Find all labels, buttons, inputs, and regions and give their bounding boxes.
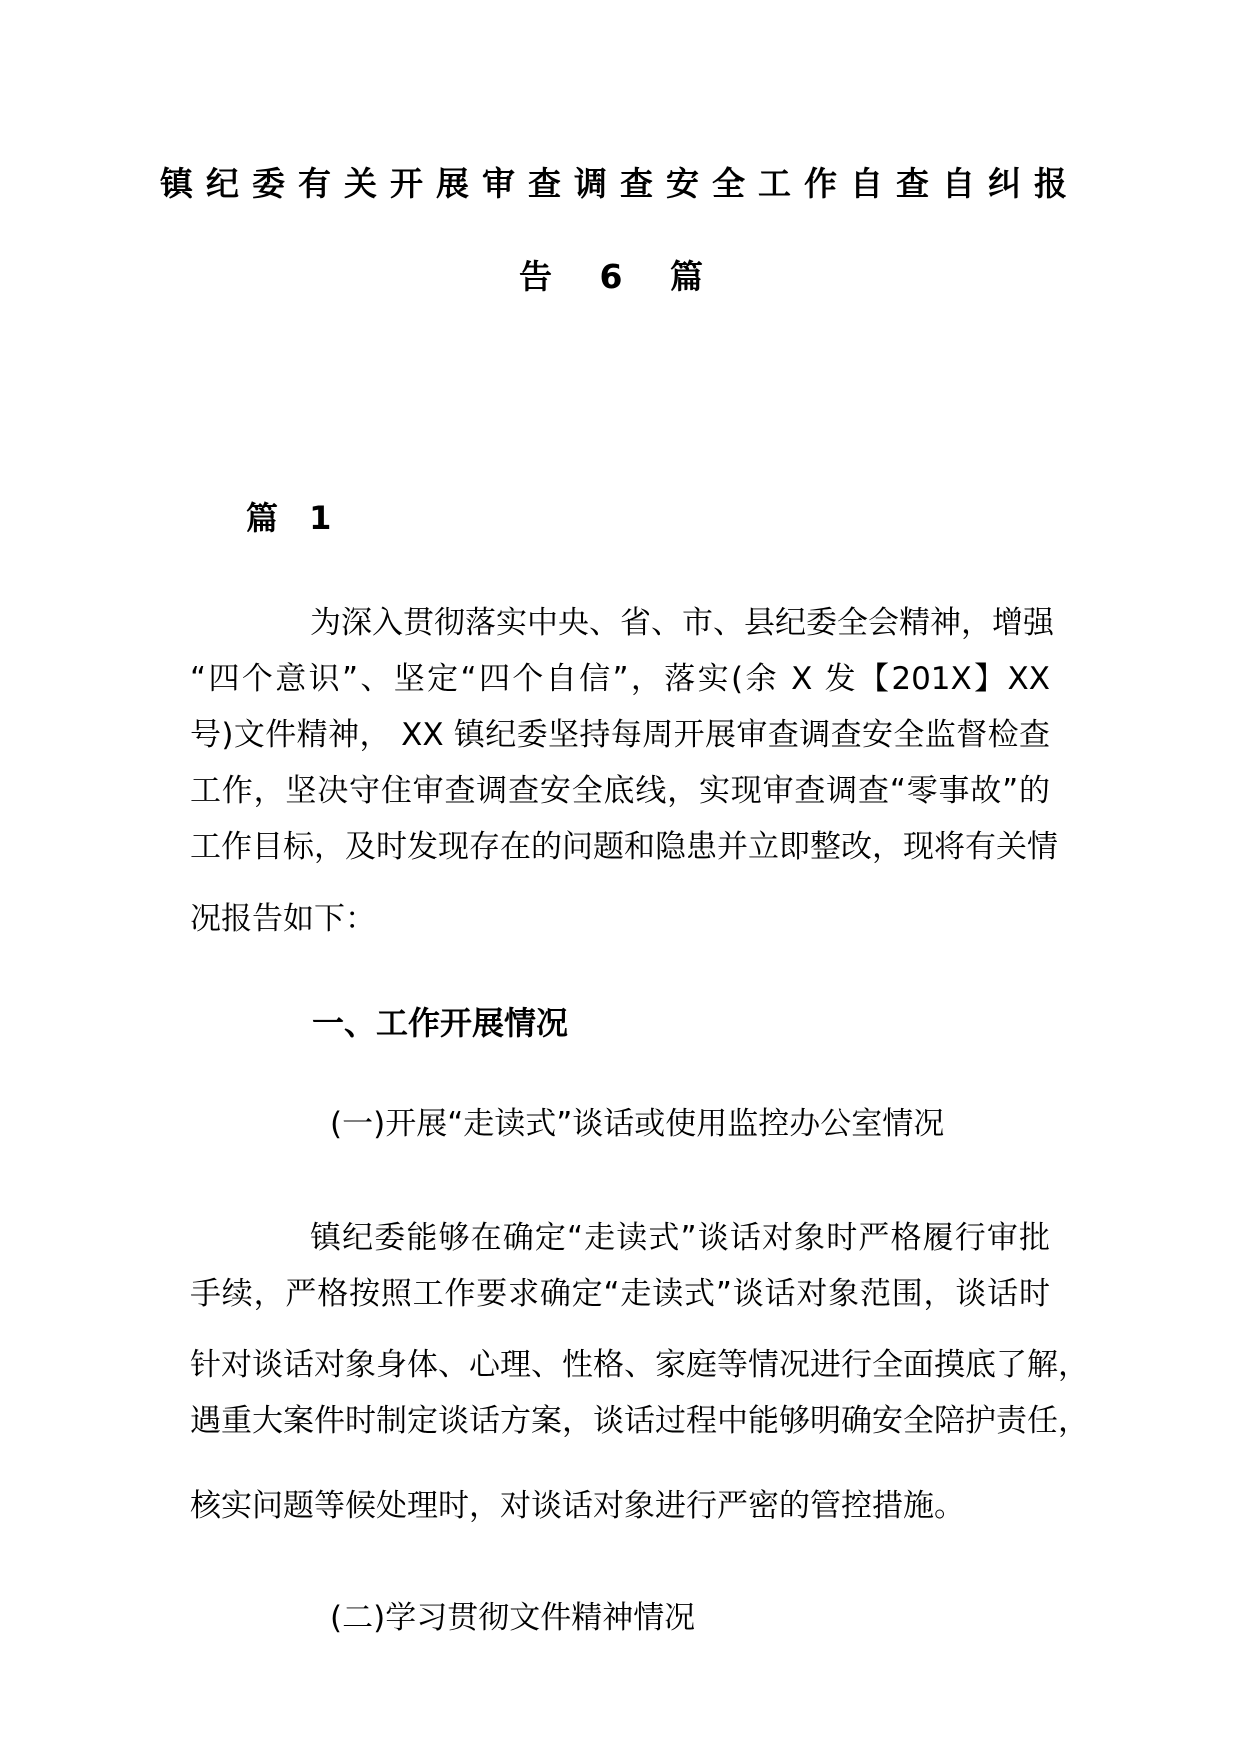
intro-line-4: 工作，坚决守住审查调查安全底线，实现审查调查“零事故”的 [190,773,1050,809]
sub1-line-4: 遇重大案件时制定谈话方案，谈话过程中能够明确安全陪护责任， [190,1403,1089,1439]
intro-line-5: 工作目标，及时发现存在的问题和隐患并立即整改，现将有关情 [190,829,1058,865]
sub1-line-2: 手续，严格按照工作要求确定“走读式”谈话对象范围，谈话时 [190,1276,1050,1312]
intro-line-6: 况报告如下： [190,901,376,937]
intro-line-2: “四个意识”、坚定“四个自信”，落实(余 X 发【201X】XX [190,661,1050,697]
sub1-line-1: 镇纪委能够在确定“走读式”谈话对象时严格履行审批 [310,1220,1050,1256]
document-title-line-1: 镇纪委有关开展审查调查安全工作自查自纠报 [160,164,1080,203]
intro-line-3: 号)文件精神， XX 镇纪委坚持每周开展审查调查安全监督检查 [190,717,1050,753]
sub1-line-5: 核实问题等候处理时，对谈话对象进行严密的管控措施。 [190,1488,965,1524]
sub1-line-3: 针对谈话对象身体、心理、性格、家庭等情况进行全面摸底了解， [190,1347,1089,1383]
subheading-1: (一)开展“走读式”谈话或使用监控办公室情况 [330,1106,945,1142]
heading-work-progress: 一、工作开展情况 [312,1004,569,1042]
subheading-2: (二)学习贯彻文件精神情况 [330,1600,696,1636]
section-label: 篇 1 [246,499,342,537]
intro-line-1: 为深入贯彻落实中央、省、市、县纪委全会精神，增强 [310,605,1054,641]
document-title-line-2: 告 6 篇 [519,257,721,296]
